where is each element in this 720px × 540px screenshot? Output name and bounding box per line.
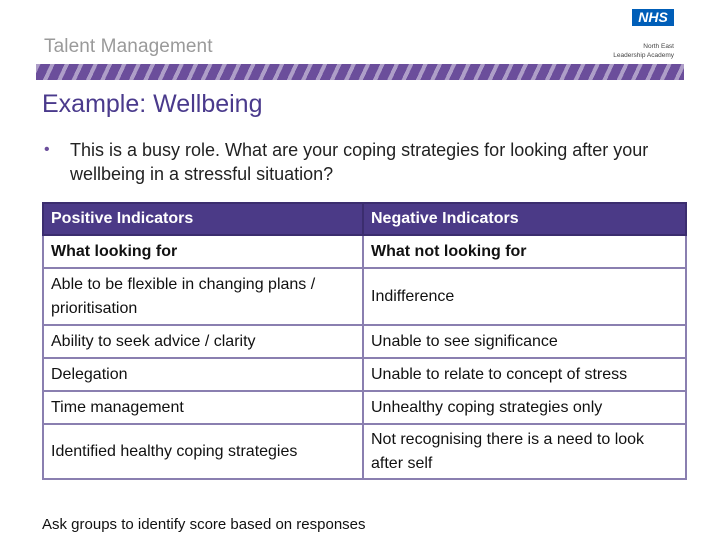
subheader-not-looking-for: What not looking for <box>363 235 686 268</box>
positive-indicator-cell: Ability to seek advice / clarity <box>43 325 363 358</box>
slide-title: Example: Wellbeing <box>42 90 263 118</box>
header-positive-indicators: Positive Indicators <box>43 203 363 235</box>
negative-indicator-cell: Unhealthy coping strategies only <box>363 391 686 424</box>
positive-indicator-cell: Delegation <box>43 358 363 391</box>
negative-indicator-cell: Unable to relate to concept of stress <box>363 358 686 391</box>
table-row <box>43 391 686 424</box>
header-negative-indicators: Negative Indicators <box>363 203 686 235</box>
bullet-dot-icon: • <box>44 141 50 158</box>
table-row <box>43 325 686 358</box>
bullet-text: This is a busy role. What are your coping strategies for looking after your wellbeing in a stressful situation? <box>70 140 649 184</box>
organisation-line-2: Leadership Academy <box>613 52 674 59</box>
footer-note: Ask groups to identify score based on responses <box>42 516 366 533</box>
indicators-table <box>42 202 687 480</box>
decorative-stripe-bar <box>36 64 684 80</box>
table-row <box>43 358 686 391</box>
table-header-row <box>43 203 686 235</box>
nhs-logo: NHS <box>632 9 674 26</box>
organisation-name <box>613 42 674 60</box>
positive-indicator-cell: Time management <box>43 391 363 424</box>
brand-title: Talent Management <box>44 36 213 57</box>
negative-indicator-cell: Indifference <box>363 268 686 325</box>
positive-indicator-cell: Identified healthy coping strategies <box>43 424 363 479</box>
subheader-looking-for: What looking for <box>43 235 363 268</box>
table-subheader-row <box>43 235 686 268</box>
negative-indicator-cell: Not recognising there is a need to look after self <box>363 424 686 479</box>
positive-indicator-cell: Able to be flexible in changing plans / prioritisation <box>43 268 363 325</box>
organisation-line-1: North East <box>643 43 674 50</box>
negative-indicator-cell: Unable to see significance <box>363 325 686 358</box>
bullet-item <box>44 138 684 186</box>
table-row <box>43 268 686 325</box>
table-row <box>43 424 686 479</box>
